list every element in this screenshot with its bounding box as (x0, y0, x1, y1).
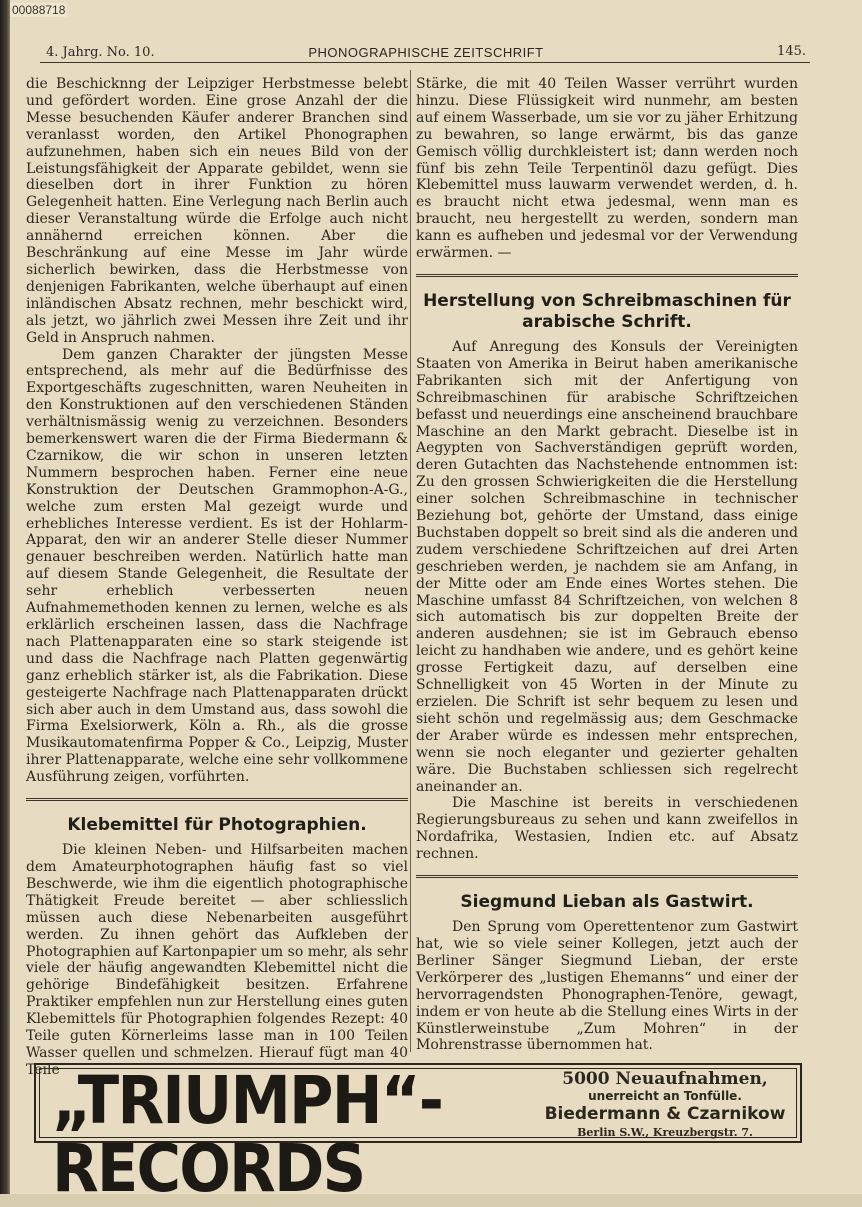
article-title-lieban: Siegmund Lieban als Gastwirt. (460, 892, 754, 913)
paragraph: Die Maschine ist bereits in verschiedenen Regierungsbureaus zu sehen und kann zweifellos in Nordafrika, Westasien, Indien etc. auf Absatz rechnen. (416, 795, 798, 863)
scan-id-label: 00088718 (12, 3, 66, 17)
advertisement-details (540, 1069, 790, 1141)
running-header (46, 44, 806, 62)
header-rule (40, 62, 810, 63)
section-separator (416, 875, 798, 878)
section-separator (416, 274, 798, 277)
paragraph: Stärke, die mit 40 Teilen Wasser verrührt wurden hinzu. Diese Flüssigkeit wird nunmehr, am besten auf einem Wasserbade, um sie vor zu jäher Erhitzung zu bewahren, so lange erwärmt, bis das ganze Gemisch völlig durchkleistert ist; dann werden noch fünf bis zehn Teile Terpentinöl dazu gefügt. Dies Klebemittel muss lauwarm verwendet werden, d. h. es braucht nicht etwa jedesmal, wenn man es braucht, neu hergestellt zu werden, sondern man kann es aufheben und jedesmal vor der Verwendung erwärmen. — (416, 76, 798, 262)
volume-issue: 4. Jahrg. No. 10. (46, 45, 155, 60)
paragraph: Die kleinen Neben- und Hilfsarbeiten machen dem Amateurphotographen häufig fast so viel Beschwerde, wie ihm die eigentlich photographische Thätigkeit Freude bereitet — aber schliesslich müssen auch diese Nebenarbeiten ausgeführt werden. Zu ihnen gehört das Aufkleben der Photographien auf Kartonpapier um so mehr, als sehr viele der häufig angewandten Klebemittel nicht die gehörige Bindefähigkeit besitzen. Erfahrene Praktiker empfehlen nun zur Herstellung eines guten Klebemittels für Photographien folgendes Rezept: 40 Teile guten Körnerleims lasse man in 100 Teilen Wasser quellen und schmelzen. Hierauf fügt man 40 Teile (26, 842, 408, 1078)
article-title-schreibmaschinen: Herstellung von Schreibmaschinen für arabische Schrift. (423, 290, 791, 332)
advertisement-tagline: unerreicht an Tonfülle. (588, 1089, 742, 1103)
left-column (26, 76, 408, 1079)
advertisement (34, 1062, 802, 1207)
section-separator (26, 798, 408, 801)
article-title-klebemittel: Klebemittel für Photographien. (67, 815, 367, 836)
book-binding-edge (0, 0, 10, 1194)
page-number: 145. (777, 44, 806, 59)
paragraph: Dem ganzen Charakter der jüngsten Messe entsprechend, als mehr auf die Bedürfnisse des Exportgeschäfts zugeschnitten, waren Neuheiten in den Konstruktionen auf den verschiedenen Ständen verhältnismässig wenig zu verzeichnen. Besonders bemerkenswert waren die der Firma Biedermann & Czarnikow, die wir schon in unseren letzten Nummern besprochen haben. Ferner eine neue Konstruktion der Deutschen Grammophon-A-G., welche zum ersten Mal gezeigt wurde und erhebliches Interesse verdient. Es ist der Hohlarm-Apparat, den wir an anderer Stelle dieser Nummer genauer beschreiben werden. Natürlich hatte man auf diesem Stande Gelegenheit, die Resultate der sehr erheblich verbesserten neuen Aufnahmemethoden kennen zu lernen, welche es als erklärlich erscheinen lassen, dass die Nachfrage nach Plattenapparaten eine so stark steigende ist und dass die Nachfrage nach Platten gegenwärtig ganz erheblich stärker ist, als die Fabrikation. Diese gesteigerte Nachfrage nach Plattenapparaten drückt sich aber auch in dem Umstand aus, dass sowohl die Firma Exelsiorwerk, Köln a. Rh., als die grosse Musikautomatenfirma Popper & Co., Leipzig, Muster ihrer Plattenapparate, welche eine sehr vollkommene Ausführung zeigen, vorführten. (26, 346, 408, 786)
paragraph: die Beschicknng der Leipziger Herbstmesse belebt und gefördert worden. Eine grose Anzahl der die Messe besuchenden Käufer anderer Branchen sind veranlasst worden, den Artikel Phonographen aufzunehmen, haben sich ein neues Bild von der Leistungsfähigkeit der Apparate gebildet, wenn sie dieselben dort in ihrer Funktion zu hören Gelegenheit hatten. Eine Verlegung nach Berlin auch dieser Veranstaltung würde die Erfolge auch nicht annähernd erreichen können. Aber die Beschränkung auf eine Messe im Jahr würde sicherlich bewirken, dass die Herbstmesse von denjenigen Fabrikanten, welche überhaupt auf einen inländischen Absatz rechnen, mehr beschickt wird, als jetzt, wo jährlich zwei Messen ihre Zeit und ihr Geld in Anspruch nahmen. (26, 76, 408, 346)
right-column (416, 76, 798, 1054)
advertisement-brand: „TRIUMPH“-RECORDS (52, 1062, 443, 1207)
paragraph: Den Sprung vom Operettentenor zum Gastwirt hat, wie so viele seiner Kollegen, jetzt auch der Berliner Sänger Siegmund Lieban, der erste Verkörperer des „lustigen Ehemanns“ und einer der hervorragendsten Phonographen-Tenöre, gewagt, indem er von heute ab die Stellung eines Wirts in der Künstlerweinstube „Zum Mohren“ in der Mohrenstrasse übernommen hat. (416, 919, 798, 1054)
advertisement-headline: 5000 Neuaufnahmen, (562, 1069, 768, 1089)
advertisement-address: Berlin S.W., Kreuzbergstr. 7. (577, 1126, 753, 1139)
journal-title: PHONOGRAPHISCHE ZEITSCHRIFT (308, 45, 544, 60)
column-divider (410, 70, 411, 1052)
paragraph: Auf Anregung des Konsuls der Vereinigten Staaten von Amerika in Beirut haben amerikanische Fabrikanten sich mit der Anfertigung von Schreibmaschinen für arabische Schriftzeichen befasst und neuerdings eine anscheinend brauchbare Maschine an den Markt gebracht. Dieselbe ist in Aegypten von Sachverständigen geprüft worden, deren Gutachten das Nachstehende entnommen ist: Zu den grossen Schwierigkeiten die die Herstellung einer solchen Schreibmaschine in technischer Beziehung bot, gehörte der Umstand, dass einige Buchstaben doppelt so breit sind als die anderen und zudem verschiedene Schriftzeichen auf drei Arten geschrieben werden, je nachdem sie am Anfang, in der Mitte oder am Ende eines Wortes stehen. Die Maschine umfasst 84 Schriftzeichen, von welchen 8 sich automatisch bis zur doppelten Breite der anderen ausdehnen; sie ist im Gebrauch ebenso leicht zu handhaben wie andere, und es gehört keine grosse Fertigkeit dazu, auf derselben eine Schnelligkeit von 45 Worten in der Minute zu erzielen. Die Schrift ist sehr bequem zu lesen und sieht schön und regelmässig aus; dem Geschmacke der Araber würde es indessen mehr entsprechen, wenn sie noch eleganter und gezierter gehalten wäre. Die Buchstaben schliessen sich regelrecht aneinander an. (416, 338, 798, 795)
advertisement-company: Biedermann & Czarnikow (544, 1104, 786, 1124)
